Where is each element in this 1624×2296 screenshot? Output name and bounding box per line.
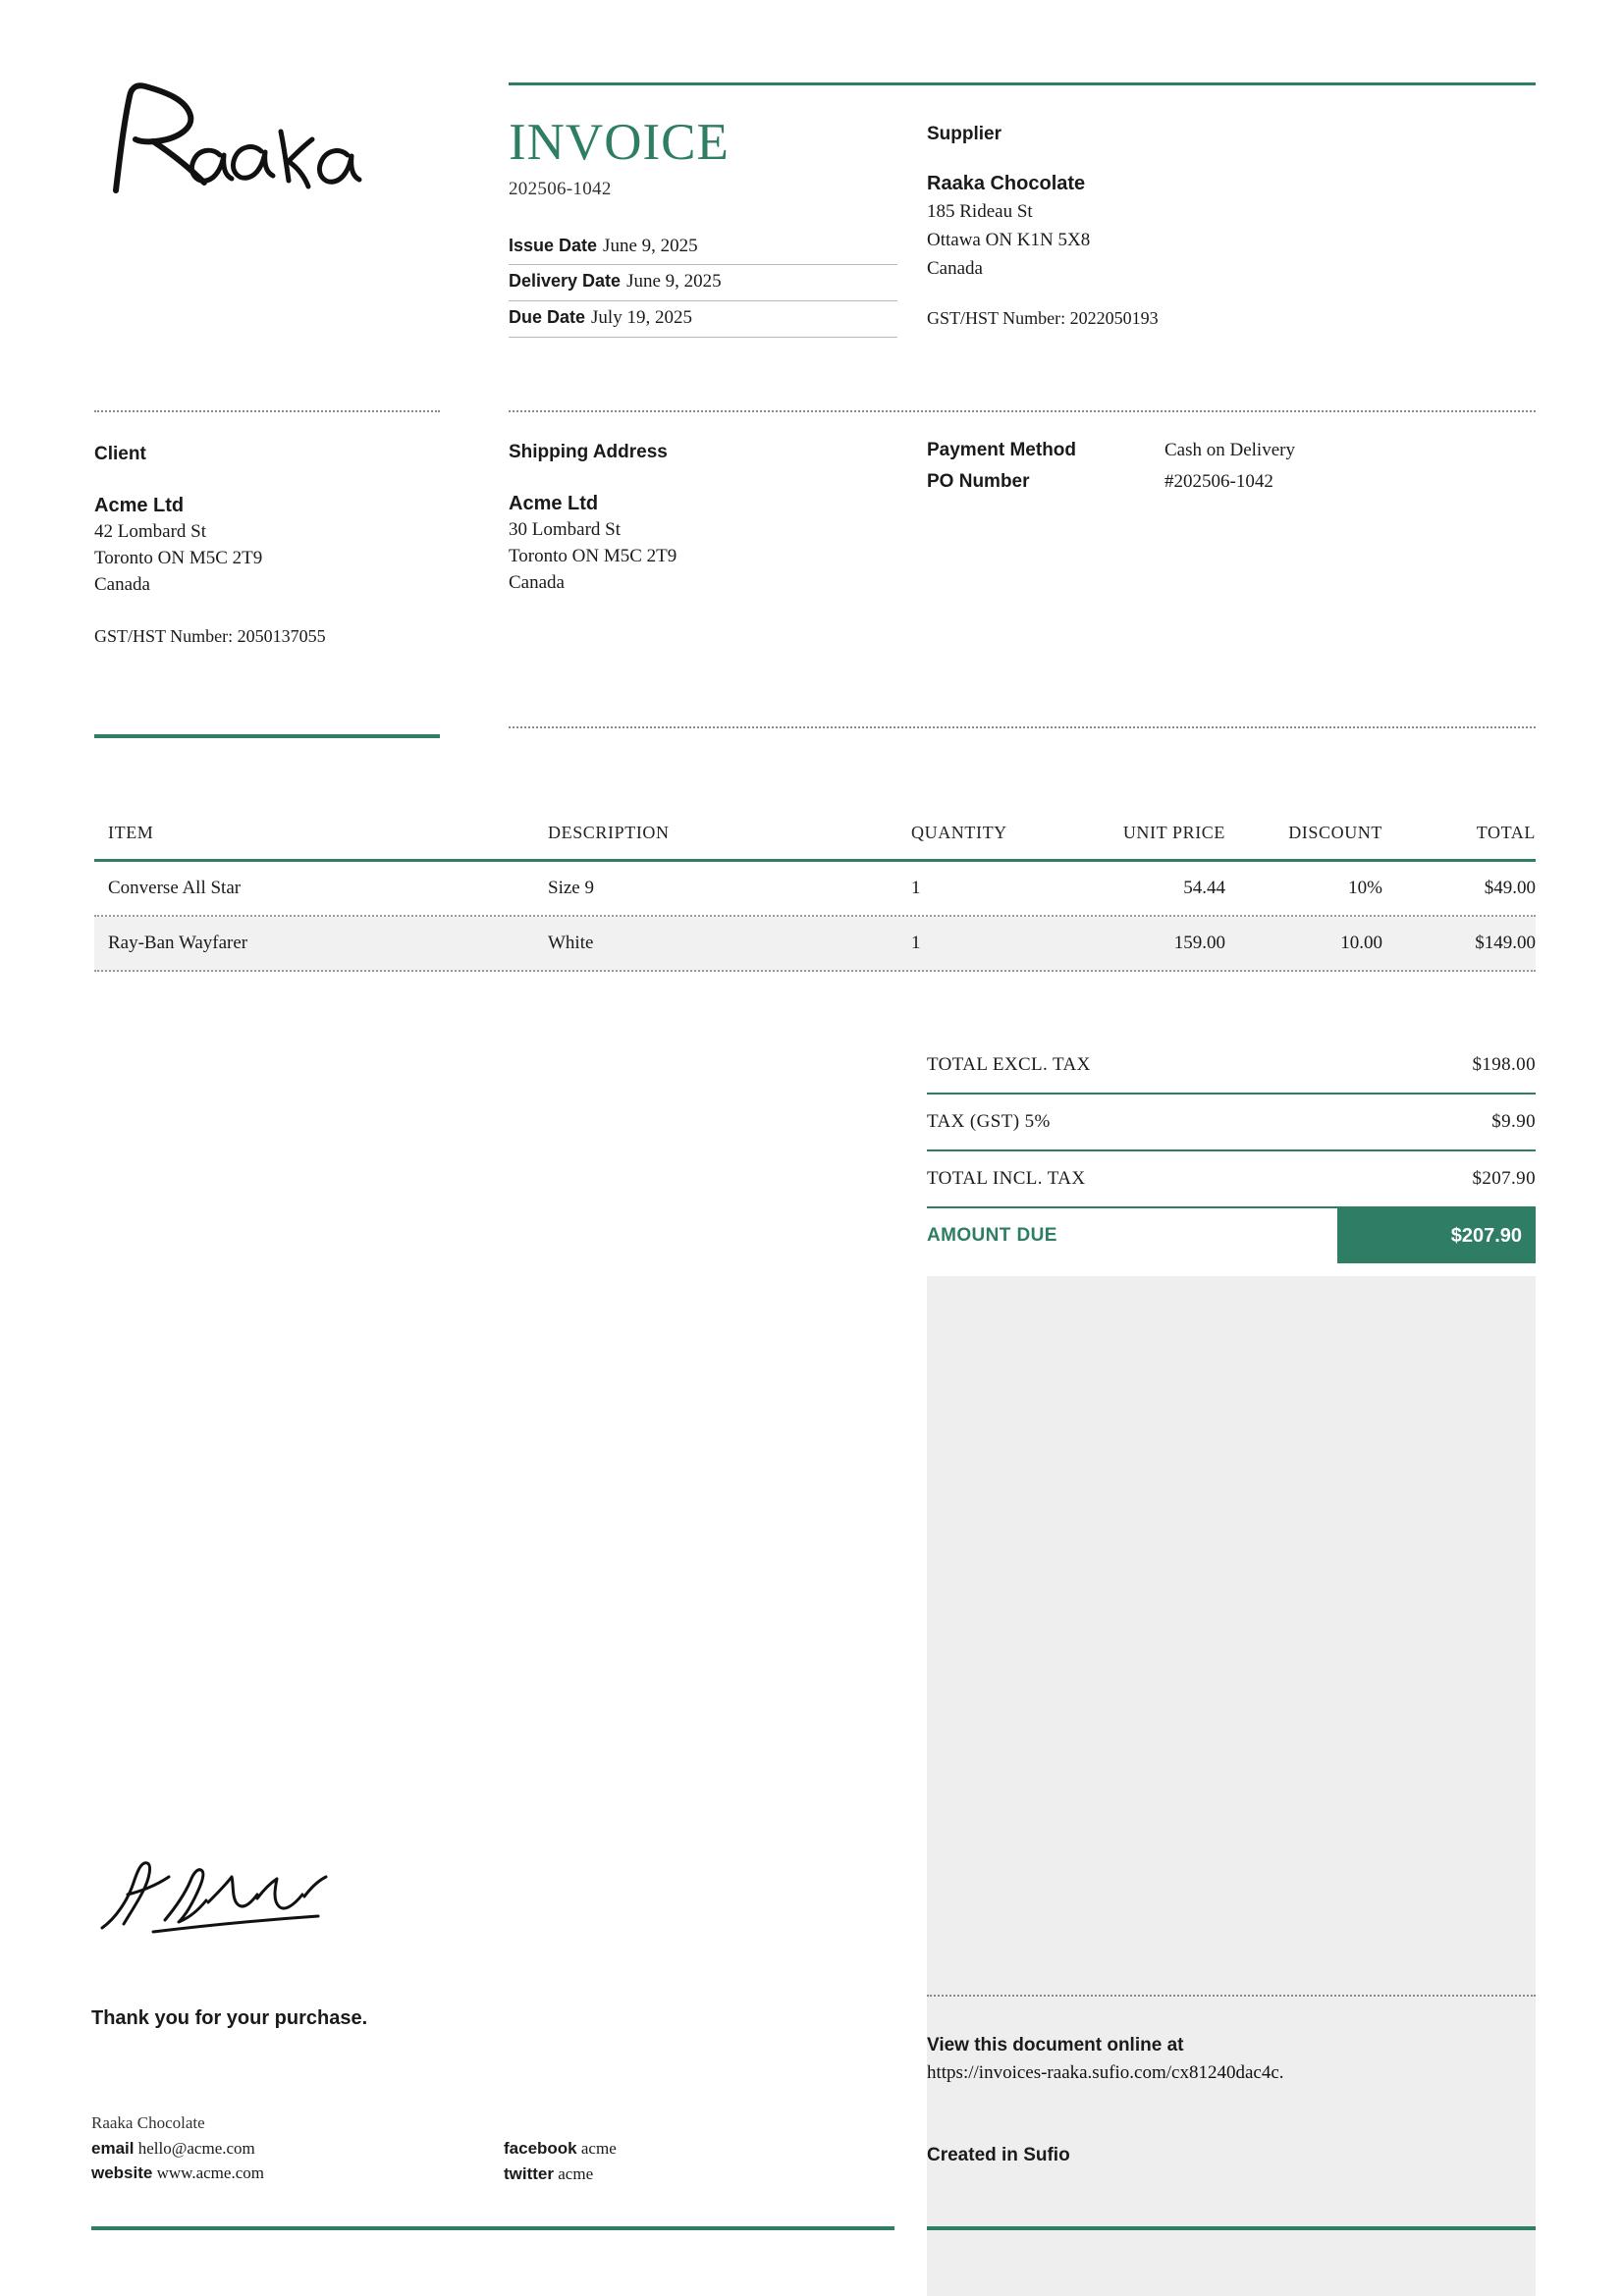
cell-total: $149.00 [1475,933,1536,953]
totals-block [927,1038,1536,1263]
footer-email-value[interactable]: hello@acme.com [137,2138,255,2158]
total-excl-tax-value: $198.00 [1472,1054,1536,1075]
payment-method-value: Cash on Delivery [1164,440,1295,460]
total-excl-tax-row [927,1038,1536,1095]
shipping-name: Acme Ltd [509,492,599,514]
client-gst-number: GST/HST Number: 2050137055 [94,626,326,647]
footer-twitter-label: twitter [504,2163,554,2183]
footer-facebook-label: facebook [504,2139,577,2158]
issue-date-value: June 9, 2025 [603,235,698,256]
cell-item: Converse All Star [108,878,242,898]
cell-quantity: 1 [911,933,921,953]
line-items-table [94,823,1536,972]
shipping-country: Canada [509,572,565,594]
divider-footer-right [927,1995,1536,1997]
thank-you-note: Thank you for your purchase. [91,2007,368,2029]
table-row [94,917,1536,972]
footer-website-value[interactable]: www.acme.com [156,2163,264,2182]
client-country: Canada [94,574,150,596]
supplier-address-line2: Ottawa ON K1N 5X8 [927,230,1091,251]
due-date-value: July 19, 2025 [591,307,692,329]
footer-facebook-row [504,2136,798,2162]
divider-left [94,410,440,412]
tax-label: TAX (GST) 5% [927,1111,1051,1132]
shipping-block [509,440,882,597]
table-row [94,862,1536,917]
footer-rule-right [927,2226,1536,2230]
tax-row [927,1095,1536,1151]
footer-contact-block [91,2110,504,2186]
cell-unit-price: 159.00 [1173,933,1225,953]
client-block [94,442,467,650]
delivery-date-value: June 9, 2025 [626,271,722,293]
total-excl-tax-label: TOTAL EXCL. TAX [927,1054,1091,1075]
company-logo [94,71,369,218]
cell-description: White [548,933,594,953]
shipping-address-line2: Toronto ON M5C 2T9 [509,546,677,567]
cell-discount: 10% [1348,878,1382,898]
supplier-block [927,122,1536,332]
column-header-quantity: QUANTITY [911,823,1007,842]
footer-facebook-value[interactable]: acme [580,2139,617,2158]
cell-unit-price: 54.44 [1183,878,1225,898]
header-rule [509,82,1536,85]
payment-method-row [927,440,1536,461]
payment-block [927,440,1536,503]
cell-item: Ray-Ban Wayfarer [108,933,248,953]
shipping-address-line1: 30 Lombard St [509,519,621,541]
created-in-sufio: Created in Sufio [927,2145,1070,2165]
issue-date-row [509,230,897,266]
amount-due-row [927,1208,1536,1263]
amount-due-value: $207.90 [1337,1208,1536,1263]
invoice-number: 202506-1042 [509,178,612,199]
view-online-block [927,2032,1536,2086]
supplier-gst-number: GST/HST Number: 2022050193 [927,308,1159,329]
footer-twitter-value[interactable]: acme [558,2163,594,2183]
total-incl-tax-label: TOTAL INCL. TAX [927,1168,1086,1189]
column-header-item: ITEM [108,823,154,842]
footer-twitter-row [504,2162,798,2187]
divider-right [509,410,1536,412]
column-header-description: DESCRIPTION [548,823,670,842]
footer-email-label: email [91,2138,135,2158]
supplier-name: Raaka Chocolate [927,172,1086,194]
column-header-total: TOTAL [1476,823,1536,842]
due-date-row [509,301,897,338]
total-incl-tax-row [927,1151,1536,1208]
total-incl-tax-value: $207.90 [1472,1168,1536,1189]
client-address-line1: 42 Lombard St [94,521,206,543]
delivery-date-label: Delivery Date [509,271,622,292]
view-online-label: View this document online at [927,2035,1184,2056]
client-name: Acme Ltd [94,494,185,516]
cell-total: $49.00 [1484,878,1536,898]
delivery-date-row [509,265,897,301]
due-date-label: Due Date [509,307,586,328]
client-heading: Client [94,444,146,464]
table-header-row [94,823,1536,862]
date-list [509,230,897,338]
supplier-country: Canada [927,258,983,280]
view-online-url[interactable]: https://invoices-raaka.sufio.com/cx81240dac4c. [927,2061,1284,2083]
supplier-address-line1: 185 Rideau St [927,201,1033,223]
column-header-unit-price: UNIT PRICE [1122,823,1225,842]
divider-mid [509,726,1536,728]
footer-email-row [91,2136,504,2162]
invoice-heading-block [509,116,901,338]
client-address-line2: Toronto ON M5C 2T9 [94,548,263,569]
right-column-shading [927,1276,1536,2296]
tax-value: $9.90 [1491,1111,1536,1132]
po-number-row [927,471,1536,493]
column-header-discount: DISCOUNT [1288,823,1382,842]
cell-discount: 10.00 [1340,933,1382,953]
cell-description: Size 9 [548,878,594,898]
payment-method-label: Payment Method [927,440,1077,460]
supplier-heading: Supplier [927,124,1002,144]
po-number-label: PO Number [927,471,1030,492]
footer-social-block [504,2136,798,2186]
signature [94,1855,350,1944]
page-title: INVOICE [509,114,730,171]
shipping-heading: Shipping Address [509,442,668,462]
footer-company-name: Raaka Chocolate [91,2113,205,2132]
footer-rule-left [91,2226,894,2230]
issue-date-label: Issue Date [509,235,598,255]
footer-website-row [91,2161,504,2186]
footer-website-label: website [91,2163,153,2182]
cell-quantity: 1 [911,878,921,898]
po-number-value: #202506-1042 [1164,471,1273,492]
client-accent-rule [94,734,440,738]
amount-due-label: AMOUNT DUE [927,1225,1057,1246]
